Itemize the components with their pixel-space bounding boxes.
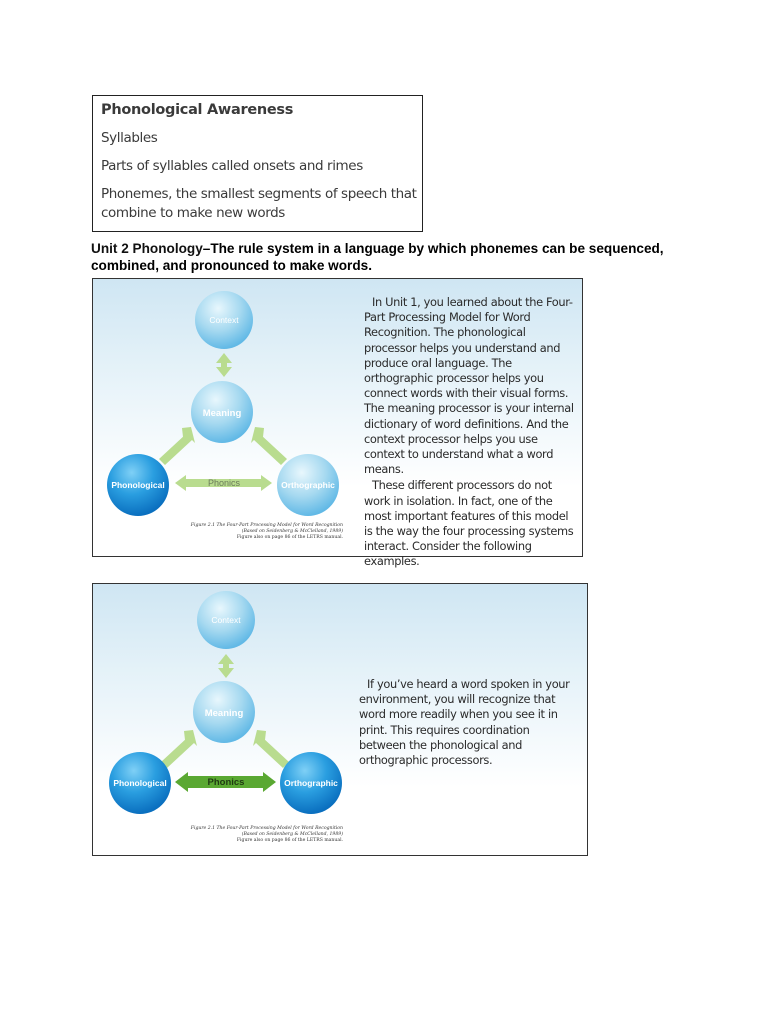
awareness-item-onsets-rimes: Parts of syllables called onsets and rimes (101, 158, 363, 174)
awareness-item-syllables: Syllables (101, 130, 158, 146)
figure-four-part-model-1 (92, 278, 583, 569)
figure2-text (359, 677, 579, 768)
orthographic-label: Orthographic (284, 778, 338, 788)
arrow-context-meaning (218, 654, 234, 678)
phonological-awareness-box (92, 95, 423, 232)
arrow-meaning-orthographic (251, 427, 287, 465)
arrow-context-meaning (216, 353, 232, 377)
figure1-text (364, 295, 579, 570)
caption-line1: Figure 2.1 The Four-Part Processing Model for Word Recognition (190, 523, 343, 528)
caption-line3: Figure also on page 86 of the LETRS manual. (236, 535, 343, 540)
figure1-caption (173, 523, 343, 541)
unit-heading-definition: –The rule system in a language by which phonemes can be sequenced, combined, and pronounced to make words. (91, 241, 664, 273)
figure2-paragraph-1: If you’ve heard a word spoken in your environment, you will recognize that word more readily when you see it in print. This requires coordination between the phonological and orthographic processors. (359, 677, 570, 768)
figure2-caption (173, 826, 343, 844)
arrow-meaning-phonological (161, 730, 197, 768)
orthographic-label: Orthographic (281, 480, 335, 490)
caption-line1: Figure 2.1 The Four-Part Processing Model for Word Recognition (190, 826, 343, 831)
meaning-label: Meaning (202, 408, 242, 419)
unit-heading-term: Unit 2 Phonology (91, 241, 203, 256)
four-part-model-diagram (93, 279, 353, 558)
caption-line2: (Based on Seidenberg & McClelland, 1989) (241, 832, 343, 837)
unit-heading (91, 240, 691, 274)
phonics-label: Phonics (207, 777, 245, 788)
phonics-label: Phonics (207, 478, 241, 488)
arrow-meaning-orthographic (253, 730, 289, 768)
phonological-label: Phonological (113, 778, 167, 788)
awareness-title: Phonological Awareness (101, 102, 294, 118)
figure-four-part-model-2 (92, 583, 588, 856)
context-label: Context (211, 615, 241, 625)
caption-line3: Figure also on page 86 of the LETRS manual. (236, 838, 343, 843)
context-label: Context (209, 315, 239, 325)
meaning-label: Meaning (204, 708, 244, 719)
caption-line2: (Based on Seidenberg & McClelland, 1989) (241, 529, 343, 534)
figure1-paragraph-2: These different processors do not work in isolation. In fact, one of the most important features of this model is the way the four processing systems interact. Consider the following examples. (364, 478, 574, 569)
four-part-model-diagram-phonics (93, 584, 355, 857)
awareness-item-phonemes: Phonemes, the smallest segments of speech that combine to make new words (101, 186, 417, 221)
figure1-paragraph-1: In Unit 1, you learned about the Four-Part Processing Model for Word Recognition. The phonological processor helps you understand and produce oral language. The orthographic processor helps you connect words with their visual forms. The meaning processor is your internal dictionary of word definitions. And the context processor helps you use context to understand what a word means. (364, 295, 574, 477)
phonological-label: Phonological (111, 480, 165, 490)
